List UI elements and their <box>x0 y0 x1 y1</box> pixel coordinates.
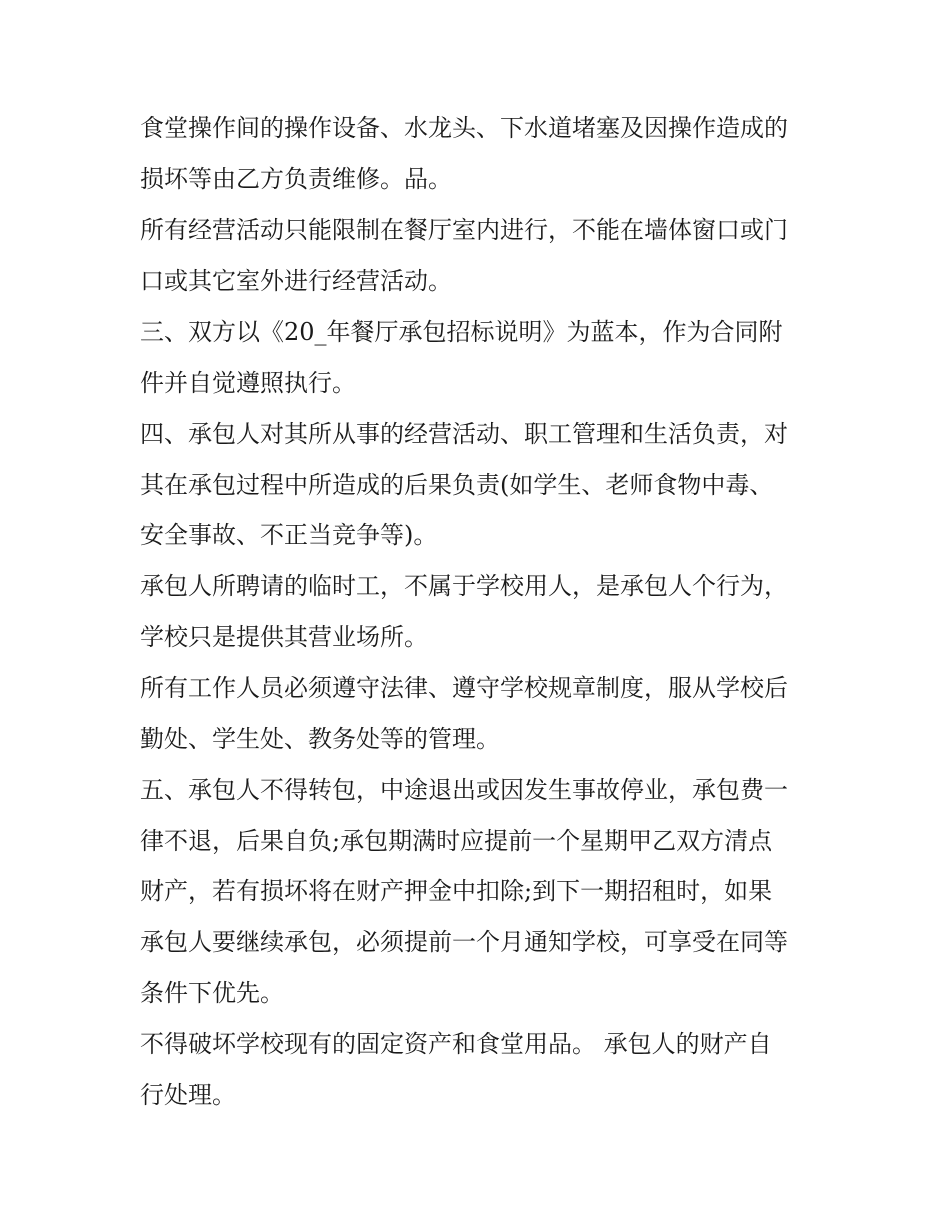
text-line: 口或其它室外进行经营活动。 <box>140 267 452 295</box>
text-line: 学校只是提供其营业场所。 <box>140 623 428 651</box>
text-line: 所有经营活动只能限制在餐厅室内进行，不能在墙体窗口或门 <box>140 216 788 244</box>
text-line: 食堂操作间的操作设备、水龙头、下水道堵塞及因操作造成的 <box>140 114 788 142</box>
text-line: 行处理。 <box>140 1081 236 1109</box>
text-line: 承包人所聘请的临时工，不属于学校用人，是承包人个行为， <box>140 572 788 600</box>
text-line: 财产，若有损坏将在财产押金中扣除;到下一期招租时，如果 <box>140 877 773 905</box>
text-line: 条件下优先。 <box>140 979 284 1007</box>
text-line: 律不退，后果自负;承包期满时应提前一个星期甲乙双方清点 <box>140 827 773 855</box>
text-line: 所有工作人员必须遵守法律、遵守学校规章制度，服从学校后 <box>140 674 788 702</box>
text-line: 安全事故、不正当竞争等)。 <box>140 521 438 549</box>
text-line: 四、承包人对其所从事的经营活动、职工管理和生活负责，对 <box>140 420 788 448</box>
text-line: 不得破坏学校现有的固定资产和食堂用品。 承包人的财产自 <box>140 1030 772 1058</box>
text-line: 承包人要继续承包，必须提前一个月通知学校，可享受在同等 <box>140 928 788 956</box>
text-line: 损坏等由乙方负责维修。品。 <box>140 165 452 193</box>
text-line: 三、双方以《20_年餐厅承包招标说明》为蓝本，作为合同附 <box>140 318 783 346</box>
text-line: 其在承包过程中所造成的后果负责(如学生、老师食物中毒、 <box>140 471 774 499</box>
text-line: 勤处、学生处、教务处等的管理。 <box>140 725 500 753</box>
text-line: 五、承包人不得转包，中途退出或因发生事故停业，承包费一 <box>140 776 788 804</box>
text-line: 件并自觉遵照执行。 <box>140 369 356 397</box>
